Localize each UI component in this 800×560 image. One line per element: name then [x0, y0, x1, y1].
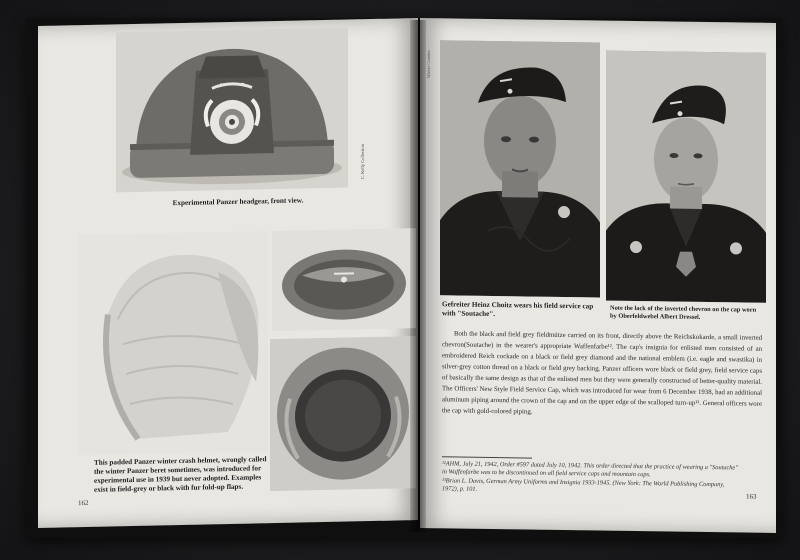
photo-credit: C. Kelly Collection	[360, 144, 365, 180]
photo-fur-cap-front	[272, 228, 416, 331]
fur-cap-interior-illustration	[270, 336, 416, 491]
footnote-12: ¹²AHM, July 21, 1942, Order #597 dated July 10, 1942. This order directed that the practice of wearing a "Soutache" in Waffenfarbe was to be discontinued on all field service caps and mountain caps.	[442, 460, 738, 479]
right-page	[420, 18, 776, 533]
body-paragraph-text: Both the black and field grey fieldmütze carried on its front, directly above the Reichskokarde, a small inverted chevron(Soutache) in the wearer's appropriate Waffenfarbe¹². The cap's insignia for enlisted men consisted of an embroidered Reich cockade on a black or field grey diamond and the national emblem (i.e. eagle and swastika) in silver-grey cotton thread on a black or field grey backing. Panzer officers wore black or field grey, field service caps of basically the same design as that of the enlisted men but they were generally constructed of better-quality material. The Officers' New Style Field Service Cap, which was introduced for wear from 6 December 1938, had an additional aluminum piping around the crown of the cap and on the upper edge of the scalloped turn-up¹³. General officers wore the cap with gold-colored piping.	[442, 330, 762, 416]
photo-portrait-choitz	[440, 40, 600, 297]
caption-dressel: Note the lack of the inverted chevron on the cap worn by Oberfeldwebel Albert Dressel.	[610, 304, 757, 321]
running-head: Winter Crashes	[426, 50, 431, 79]
footnotes	[442, 456, 742, 498]
photo-portrait-dressel	[606, 51, 766, 303]
left-page	[38, 18, 418, 528]
crash-helmet-caption: This padded Panzer winter crash helmet, wrongly called the winter Panzer beret sometimes, was introduced for experimental use in 1939 but never adopted. Examples exist in field-grey or black with fur fold-up flaps.	[94, 455, 267, 494]
portrait-choitz-illustration	[440, 40, 600, 297]
portrait-dressel-illustration	[606, 51, 766, 303]
photo-fur-cap-interior	[270, 336, 416, 491]
headgear-caption: Experimental Panzer headgear, front view.	[172, 196, 304, 208]
footnote-rule	[442, 456, 532, 458]
body-paragraph	[442, 328, 762, 420]
photo-experimental-headgear	[116, 28, 348, 193]
page-number-left: 162	[78, 498, 89, 508]
caption-choitz: Gefreiter Heinz Choitz wears his field service cap with "Soutache".	[442, 300, 594, 319]
footnote-13: ¹³Brian L. Davis, German Army Uniforms and Insignia 1933-1945. (New York: The World Publishing Company, 1972), p. 101.	[442, 477, 725, 493]
headgear-illustration	[116, 28, 348, 193]
book-gutter	[410, 20, 426, 532]
fur-cap-front-illustration	[272, 228, 416, 331]
photo-crash-helmet	[78, 231, 268, 455]
page-number-right: 163	[746, 492, 757, 501]
crash-helmet-illustration	[78, 231, 268, 455]
